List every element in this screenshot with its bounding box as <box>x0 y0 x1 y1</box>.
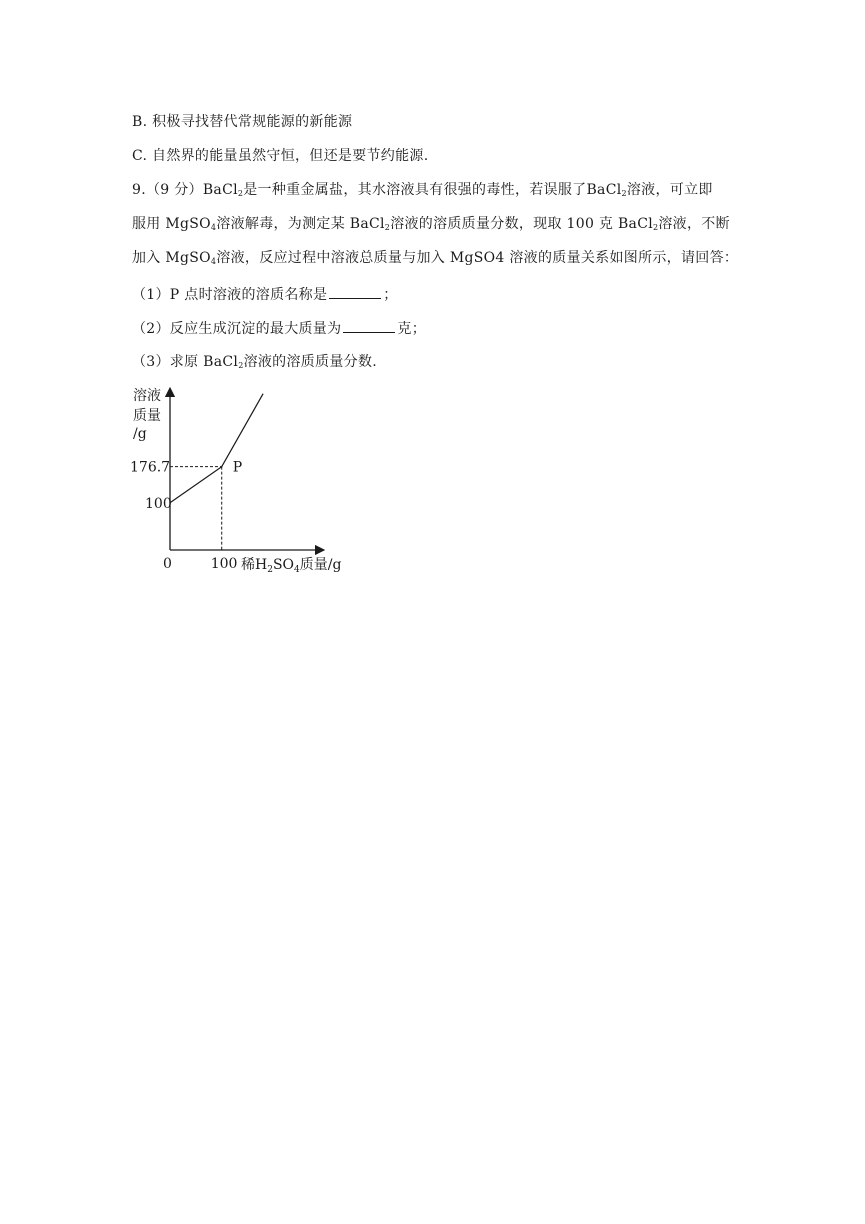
x-label-part: 质量/g <box>299 557 342 573</box>
subscript: 2 <box>621 189 627 198</box>
text-segment: 服用 MgSO <box>132 216 211 232</box>
text-segment: 溶液，反应过程中溶液总质量与加入 MgSO4 溶液的质量关系如图所示，请回答： <box>216 250 739 266</box>
subscript: 4 <box>210 223 217 232</box>
option-c: C. 自然界的能量虽然守恒，但还是要节约能源. <box>132 148 429 164</box>
text-segment: 加入 MgSO <box>132 250 211 266</box>
answer-blank-1[interactable] <box>329 284 381 299</box>
sub-question-2 <box>132 318 426 339</box>
subscript: 4 <box>210 257 217 266</box>
text-segment: 溶液，可立即 <box>626 182 713 198</box>
question-line-1 <box>132 180 713 204</box>
text-segment: BaCl <box>202 182 238 198</box>
question-line-3 <box>132 248 738 272</box>
mass-chart <box>125 380 355 580</box>
text-segment: （2）反应生成沉淀的最大质量为 <box>132 321 342 337</box>
question-line-2 <box>132 214 730 238</box>
text-segment: 克； <box>397 321 427 337</box>
mass-line <box>170 394 263 503</box>
x-label-subscript: 4 <box>294 565 300 575</box>
text-segment: 溶液的溶质质量分数. <box>243 354 378 370</box>
x-axis-label <box>241 557 341 575</box>
text-segment: 溶液解毒，为测定某 BaCl <box>216 216 385 232</box>
text-segment: 溶液的溶质质量分数，现取 100 克 BaCl <box>390 216 653 232</box>
text-segment: 溶液，不断 <box>658 216 730 232</box>
text-segment: （1）P 点时溶液的溶质名称是 <box>132 287 328 303</box>
subscript: 2 <box>384 223 391 232</box>
sub-question-1 <box>132 284 398 305</box>
y-tick-176-7: 176.7 <box>130 459 171 476</box>
text-segment: ； <box>383 287 398 303</box>
y-label-unit: /g <box>133 426 147 442</box>
x-tick-100: 100 <box>210 556 238 572</box>
point-p-label: P <box>232 459 243 476</box>
question-score: （9 分） <box>145 182 203 198</box>
y-label-line2: 质量 <box>133 408 161 424</box>
subscript: 2 <box>652 223 659 232</box>
text-segment: 是一种重金属盐，其水溶液具有很强的毒性，若误服了 <box>243 182 587 198</box>
x-label-part: SO <box>272 557 295 573</box>
sub-question-3 <box>132 352 377 376</box>
text-segment: BaCl <box>586 182 622 198</box>
y-tick-100: 100 <box>145 495 172 512</box>
text-segment: （3）求原 BaCl <box>132 354 239 370</box>
answer-blank-2[interactable] <box>343 318 395 333</box>
y-label-line1: 溶液 <box>133 388 161 404</box>
origin-label: 0 <box>163 556 172 572</box>
subscript: 2 <box>237 189 244 198</box>
x-label-subscript: 2 <box>267 565 273 575</box>
x-label-part: 稀H <box>241 557 268 573</box>
subscript: 2 <box>238 361 244 370</box>
option-b: B. 积极寻找替代常规能源的新能源 <box>132 114 353 130</box>
question-number: 9. <box>132 182 146 198</box>
